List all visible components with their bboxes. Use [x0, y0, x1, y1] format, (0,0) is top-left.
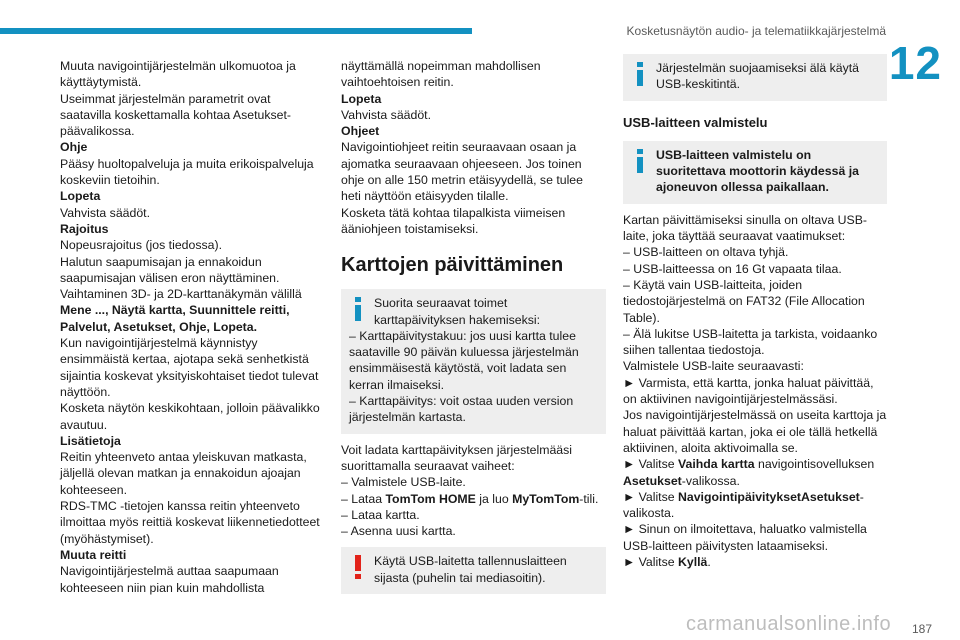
paragraph: Vaihtaminen 3D- ja 2D-karttanäkymän välillä	[60, 287, 302, 302]
info-lead: Suorita seuraavat toimet karttapäivityksen hakemiseksi:	[374, 296, 541, 327]
info-icon	[351, 297, 365, 323]
column-3	[623, 54, 887, 570]
term-heading: Lisätietoja	[60, 433, 121, 448]
warning-text: Käytä USB-laitetta tallennuslaitteen sijasta (puhelin tai mediasoitin).	[374, 554, 567, 585]
info-box	[623, 141, 887, 204]
page-header-title: Kosketusnäytön audio- ja telematiikkajärjestelmä	[626, 24, 886, 38]
term-heading: Ohje	[60, 140, 88, 155]
term-heading: Muuta reitti	[60, 547, 127, 562]
warning-icon	[351, 555, 365, 581]
action-item: ► Varmista, että kartta, jonka haluat päivittää, on aktiivinen navigointijärjestelmässäsi.	[623, 375, 874, 407]
page-number: 187	[911, 622, 932, 636]
paragraph: näyttämällä nopeimman mahdollisen vaihtoehtoisen reitin.	[341, 59, 541, 90]
info-bullet: – Karttapäivitystakuu: jos uusi kartta tulee saataville 90 päivän kuluessa järjestelmän ensimmäisestä käytöstä, voit ladata sen kerran ilmaiseksi.	[349, 328, 579, 392]
paragraph: Kartan päivittämiseksi sinulla on oltava USB-laite, joka täyttää seuraavat vaatimukset:	[623, 212, 867, 244]
header-accent-bar	[0, 28, 472, 34]
paragraph: Valmistele USB-laite seuraavasti:	[623, 359, 804, 374]
paragraph: Pääsy huoltopalveluja ja muita erikoispalveluja koskeviin tietoihin.	[60, 156, 314, 188]
paragraph: Kun navigointijärjestelmä käynnistyy ensimmäistä kertaa, ajotapa sekä senhetkistä sijaintia koskevat yksityiskohtaiset tiedot tulevat näyttöön.	[60, 336, 319, 399]
subsection-title: USB-laitteen valmistelu	[623, 114, 768, 130]
step-item: – Lataa kartta.	[341, 507, 420, 522]
requirement-item: – Käytä vain USB-laitteita, joiden tiedostojärjestelmä on FAT32 (File Allocation Table).	[623, 277, 865, 325]
paragraph: Halutun saapumisajan ja ennakoidun saapumisajan välisen eron näyttäminen.	[60, 254, 280, 285]
paragraph: Muuta navigointijärjestelmän ulkomuotoa ja käyttäytymistä.	[60, 59, 296, 90]
paragraph: Vahvista säädöt.	[60, 205, 151, 220]
paragraph: Nopeusrajoitus (jos tiedossa).	[60, 238, 222, 253]
action-item: ► Valitse Vaihda kartta navigointisovelluksen Asetukset-valikossa.	[623, 457, 875, 488]
step-item: – Asenna uusi kartta.	[341, 524, 456, 539]
info-icon	[633, 62, 647, 88]
paragraph: Vahvista säädöt.	[341, 107, 432, 122]
watermark: carmanualsonline.info	[686, 613, 892, 635]
requirement-item: – Älä lukitse USB-laitetta ja tarkista, voidaanko siihen tallentaa tiedostoja.	[623, 326, 878, 358]
requirement-item: – USB-laitteen on oltava tyhjä.	[623, 245, 789, 260]
term-heading: Lopeta	[341, 91, 382, 106]
menu-items-list: Mene ..., Näytä kartta, Suunnittele reitti, Palvelut, Asetukset, Ohje, Lopeta.	[60, 303, 290, 334]
paragraph: Navigointiohjeet reitin seuraavaan osaan ja ajomatka seuraavaan ohjeeseen. Jos toinen ohje on alle 150 metrin etäisyydellä, se tulee heti näyttöön etäisyyden tilalle.	[341, 140, 583, 204]
info-text: USB-laitteen valmistelu on suoritettava moottorin käydessä ja ajoneuvon ollessa paikallaan.	[656, 147, 859, 195]
term-heading: Lopeta	[60, 189, 101, 204]
paragraph: Kosketa näytön keskikohtaan, jolloin päävalikko avautuu.	[60, 401, 320, 432]
column-2	[341, 58, 606, 594]
warning-box	[341, 547, 606, 594]
paragraph: RDS-TMC -tietojen kanssa reitin yhteenveto ilmoittaa myös reittiä koskevat liikennetiedotteet (myöhästymiset).	[60, 499, 320, 546]
requirement-item: – USB-laitteessa on 16 Gt vapaata tilaa.	[623, 261, 842, 276]
info-box	[623, 54, 887, 101]
action-item: ► Valitse Kyllä.	[623, 555, 711, 570]
action-item: ► Sinun on ilmoitettava, haluatko valmistella USB-laitteen päivitysten lataamiseksi.	[623, 522, 867, 553]
action-item: ► Valitse NavigointipäivityksetAsetukset-valikosta.	[623, 489, 864, 521]
paragraph: Navigointijärjestelmä auttaa saapumaan kohteeseen niin pian kuin mahdollista	[60, 564, 279, 595]
paragraph: Kosketa tätä kohtaa tilapalkista viimeisen ääniohjeen toistamiseksi.	[341, 205, 566, 236]
step-item: – Lataa TomTom HOME ja luo MyTomTom-tili.	[341, 491, 599, 506]
info-bullet: – Karttapäivitys: voit ostaa uuden version järjestelmän kartasta.	[349, 394, 574, 425]
paragraph: Jos navigointijärjestelmässä on useita karttoja ja haluat päivittää kartan, joka ei ole tällä hetkellä aktiivinen, aloita aktivoimalla se.	[623, 408, 887, 455]
paragraph: Useimmat järjestelmän parametrit ovat saatavilla koskettamalla kohtaa Asetukset-päävalikossa.	[60, 91, 292, 139]
term-heading: Ohjeet	[341, 124, 380, 139]
info-box	[341, 289, 606, 433]
step-item: – Valmistele USB-laite.	[341, 475, 466, 490]
column-1	[60, 58, 324, 596]
info-text: Järjestelmän suojaamiseksi älä käytä USB-keskitintä.	[656, 61, 859, 92]
paragraph: Reitin yhteenveto antaa yleiskuvan matkasta, jäljellä olevan matkan ja ennakoidun ajoajan kohteeseen.	[60, 450, 307, 497]
info-icon	[633, 149, 647, 175]
term-heading: Rajoitus	[60, 221, 109, 236]
section-title: Karttojen päivittäminen	[341, 254, 564, 277]
chapter-number: 12	[888, 37, 942, 89]
paragraph: Voit ladata karttapäivityksen järjestelmääsi suorittamalla seuraavat vaiheet:	[341, 442, 573, 473]
